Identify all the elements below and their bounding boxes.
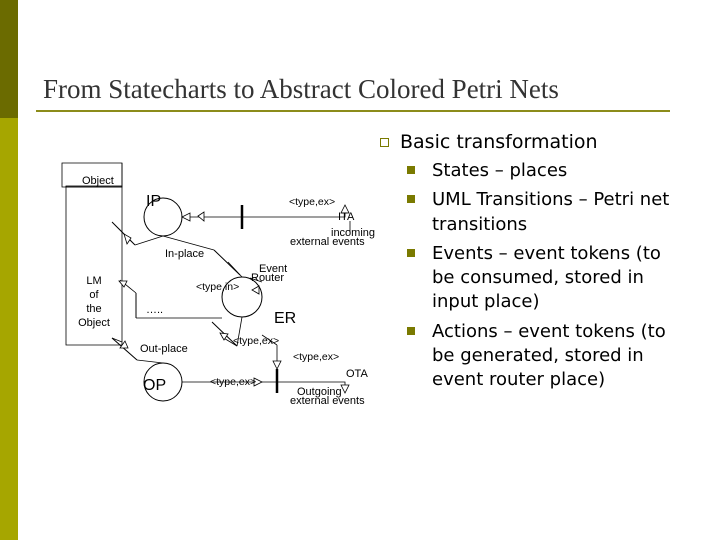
- bullet-item: [378, 188, 678, 237]
- arc-head-lm: [124, 234, 131, 244]
- dots-label: …..: [146, 304, 164, 316]
- router-label: Router: [251, 272, 285, 284]
- bullet-item-text: Actions – event tokens (to be generated, stored in event router place): [432, 320, 666, 391]
- ota-label: OTA: [346, 368, 368, 380]
- slide-title: From Statecharts to Abstract Colored Petri Nets: [43, 74, 559, 104]
- arc-head-dots: [119, 281, 127, 287]
- out-place-label: Out-place: [140, 343, 188, 355]
- lm-label-1: LM: [86, 275, 102, 287]
- lm-label-4: Object: [78, 317, 110, 329]
- type-ex-bottom-label: <type,ex>: [210, 376, 257, 388]
- square-bullet-icon: [407, 166, 415, 174]
- lm-label-2: of: [89, 289, 99, 301]
- square-bullet-icon: [407, 249, 415, 257]
- lm-label-3: the: [86, 303, 102, 315]
- object-label: Object: [82, 175, 114, 187]
- er-label: ER: [274, 310, 297, 327]
- bullet-item-text: UML Transitions – Petri net transitions: [432, 189, 670, 235]
- event-label: Event: [259, 263, 288, 275]
- bullet-item: [378, 159, 678, 183]
- type-ex-top-label: <type,ex>: [289, 196, 336, 208]
- arc-head-ip: [182, 213, 190, 221]
- arc-head-ip-2: [198, 212, 204, 221]
- square-bullet-icon: [407, 327, 415, 335]
- square-bullet-icon: [407, 195, 415, 203]
- bullet-item-text: Events – event tokens (to be consumed, stored in input place): [432, 242, 661, 313]
- incoming-label-2: external events: [290, 236, 365, 248]
- bullet-item: [378, 242, 678, 315]
- ip-label: IP: [146, 193, 162, 210]
- bullet-list: [378, 130, 678, 393]
- arc-in-to-er: [228, 262, 242, 277]
- incoming-label-1: incoming: [331, 227, 376, 239]
- outgoing-label-1: Outgoing: [297, 386, 342, 398]
- outgoing-label-2: external events: [290, 395, 365, 407]
- in-place-label: In-place: [165, 248, 205, 260]
- bullet-item: [378, 320, 678, 393]
- op-label: OP: [143, 377, 167, 394]
- arc-head-er-out: [220, 333, 228, 340]
- hollow-square-bullet-icon: [380, 138, 389, 147]
- type-ex-ota-label: <type,ex>: [293, 351, 340, 363]
- type-ex-mid-label: <type,ex>: [233, 335, 280, 347]
- bullet-main: [378, 130, 678, 154]
- bullet-main-text: Basic transformation: [400, 131, 598, 153]
- arc-head-er-ota: [273, 361, 281, 369]
- bullet-item-text: States – places: [432, 160, 568, 181]
- ita-label: ITA: [338, 211, 355, 223]
- arc-head-outgoing: [341, 385, 349, 393]
- type-in-label: <type,in>: [196, 281, 240, 293]
